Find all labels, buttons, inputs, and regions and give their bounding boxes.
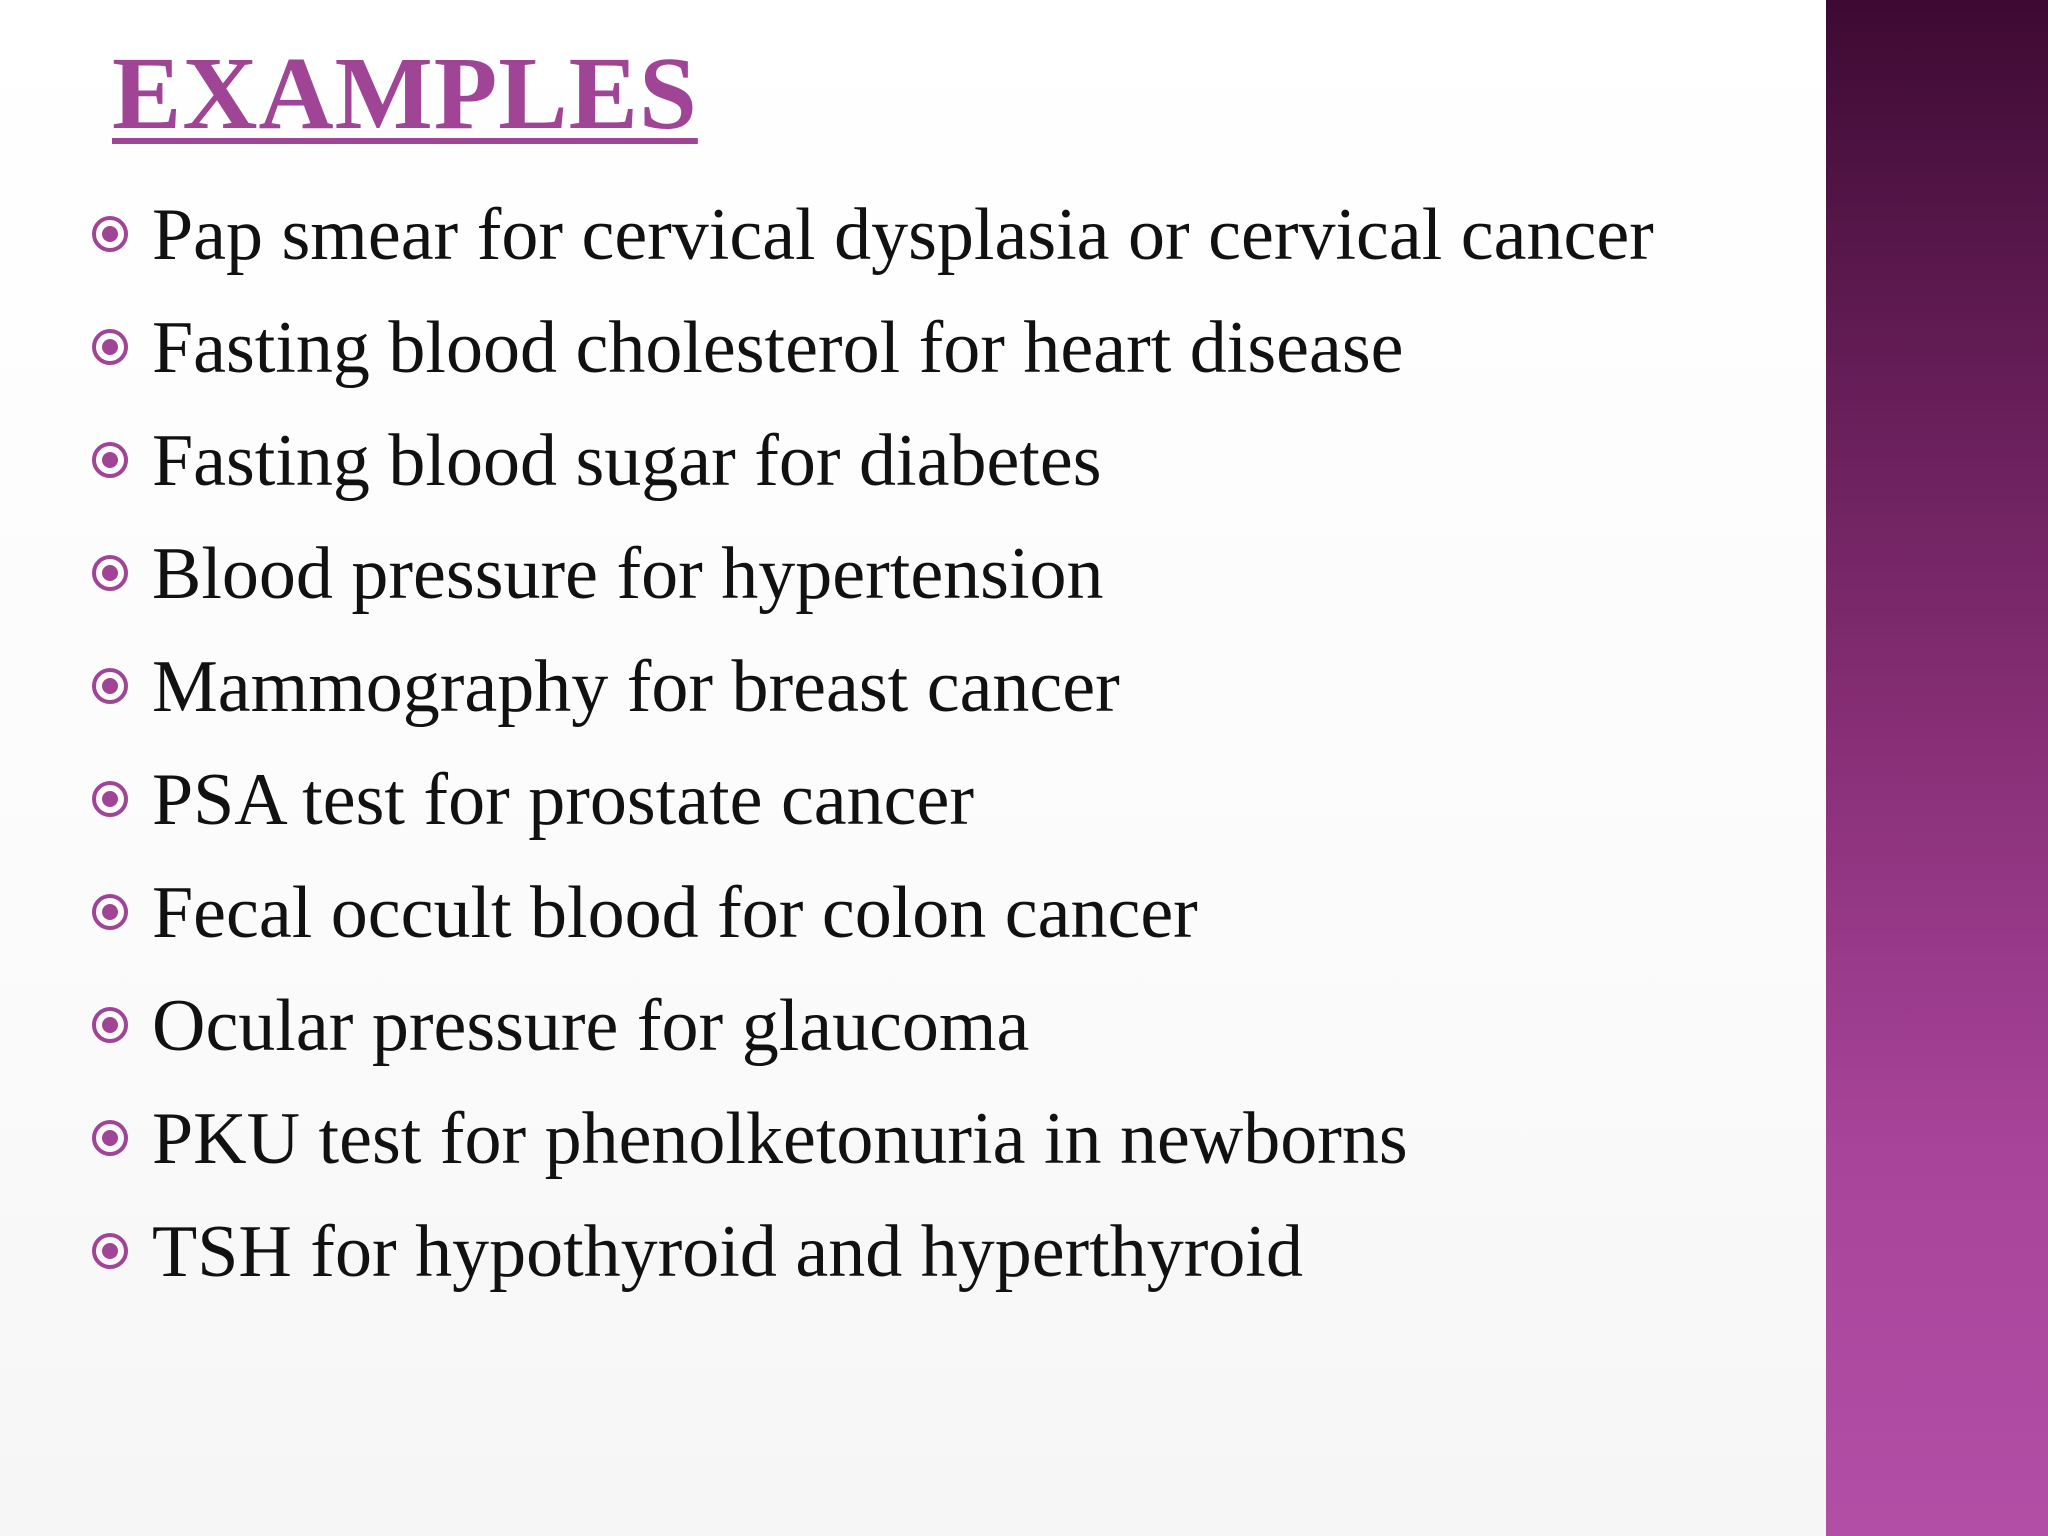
circled-dot-bullet-icon — [92, 442, 128, 478]
list-item — [92, 1205, 1752, 1300]
circled-dot-bullet-icon — [92, 1233, 128, 1269]
list-item — [92, 301, 1752, 396]
circled-dot-bullet-icon — [92, 781, 128, 817]
circled-dot-bullet-icon — [92, 555, 128, 591]
list-item — [92, 866, 1752, 961]
list-item — [92, 188, 1752, 283]
circled-dot-bullet-icon — [92, 216, 128, 252]
list-item-text: Blood pressure for hypertension — [152, 533, 1104, 615]
list-item-text: PSA test for prostate cancer — [152, 759, 974, 841]
list-item — [92, 979, 1752, 1074]
bullet-list — [92, 188, 1752, 1318]
list-item — [92, 527, 1752, 622]
list-item-text: Pap smear for cervical dysplasia or cervical cancer — [152, 194, 1654, 276]
list-item-text: PKU test for phenolketonuria in newborns — [152, 1098, 1408, 1180]
decorative-side-band — [1826, 0, 2048, 1536]
slide-title: EXAMPLES — [112, 36, 698, 151]
list-item — [92, 640, 1752, 735]
circled-dot-bullet-icon — [92, 1120, 128, 1156]
list-item-text: TSH for hypothyroid and hyperthyroid — [152, 1211, 1303, 1293]
list-item-text: Fasting blood sugar for diabetes — [152, 420, 1102, 502]
list-item — [92, 1092, 1752, 1187]
list-item-text: Fecal occult blood for colon cancer — [152, 872, 1198, 954]
list-item-text: Ocular pressure for glaucoma — [152, 985, 1030, 1067]
circled-dot-bullet-icon — [92, 329, 128, 365]
circled-dot-bullet-icon — [92, 668, 128, 704]
list-item — [92, 753, 1752, 848]
list-item-text: Mammography for breast cancer — [152, 646, 1120, 728]
circled-dot-bullet-icon — [92, 1007, 128, 1043]
list-item — [92, 414, 1752, 509]
circled-dot-bullet-icon — [92, 894, 128, 930]
list-item-text: Fasting blood cholesterol for heart disease — [152, 307, 1404, 389]
